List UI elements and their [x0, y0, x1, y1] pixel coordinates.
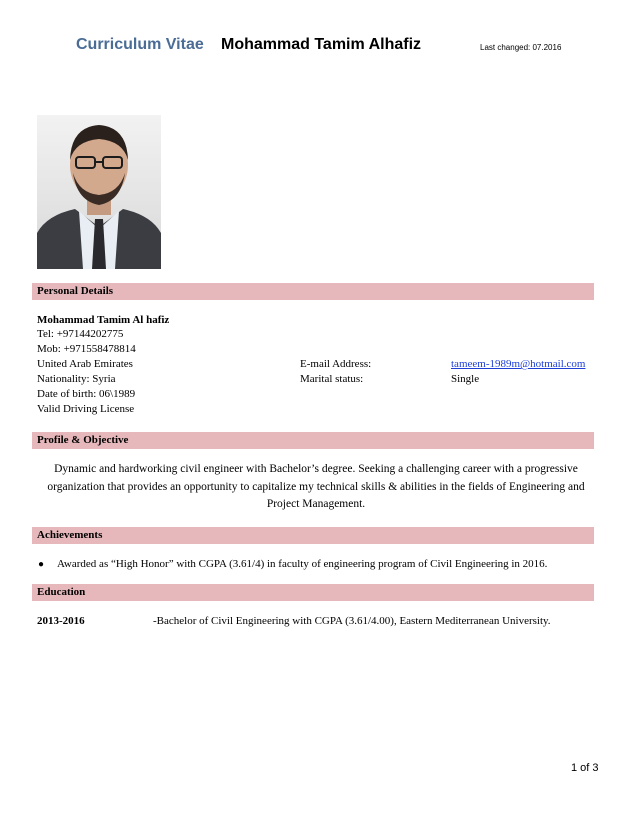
education-description: -Bachelor of Civil Engineering with CGPA (3.61/4.00), Eastern Mediterranean University.	[153, 615, 551, 627]
profile-objective-heading: Profile & Objective	[32, 432, 594, 449]
marital-status-label: Marital status:	[300, 373, 364, 385]
email-label: E-mail Address:	[300, 358, 372, 370]
marital-status-value: Single	[451, 373, 480, 385]
personal-nationality: Nationality: Syria	[37, 373, 116, 385]
email-link[interactable]: tameem-1989m@hotmail.com	[451, 358, 586, 370]
personal-dob: Date of birth: 06\1989	[37, 388, 136, 400]
achievement-item: Awarded as “High Honor” with CGPA (3.61/4) in faculty of engineering program of Civil Engineering in 2016.	[57, 558, 548, 570]
achievements-heading: Achievements	[32, 527, 594, 544]
profile-objective-text: Dynamic and hardworking civil engineer with Bachelor’s degree. Seeking a challenging career with a progressive organization that provides an opportunity to capitalize my technical skills & abilities in the fields of Engineering and Project Management.	[47, 463, 585, 510]
candidate-name-title: Mohammad Tamim Alhafiz	[221, 36, 422, 53]
personal-mob: Mob: +971558478814	[37, 343, 136, 355]
profile-photo	[37, 115, 161, 269]
cv-title: Curriculum Vitae	[76, 36, 204, 53]
personal-tel: Tel: +97144202775	[37, 328, 124, 340]
page-number: 1 of 3	[571, 762, 599, 774]
bullet-icon: ●	[38, 559, 45, 570]
personal-license: Valid Driving License	[37, 403, 135, 415]
last-changed-date: Last changed: 07.2016	[480, 43, 562, 52]
personal-details-heading: Personal Details	[32, 283, 594, 300]
personal-location: United Arab Emirates	[37, 358, 133, 370]
personal-full-name: Mohammad Tamim Al hafiz	[37, 314, 170, 326]
education-years: 2013-2016	[37, 615, 85, 627]
education-heading: Education	[32, 584, 594, 601]
